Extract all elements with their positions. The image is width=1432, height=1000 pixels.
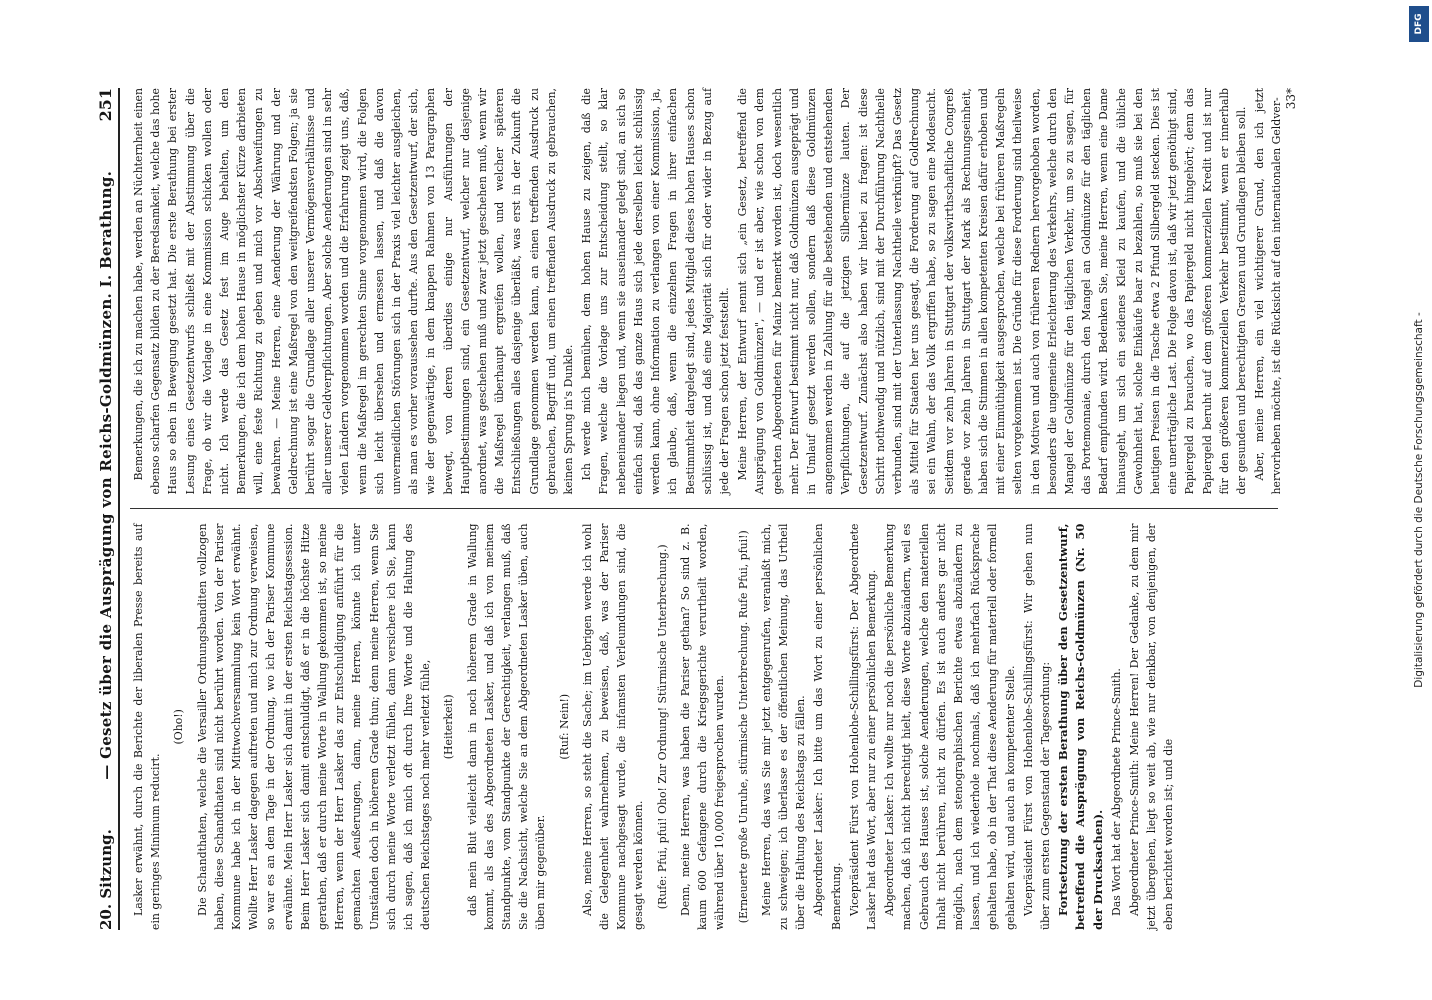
rotated-page [46, 30, 1386, 970]
paragraph: Abgeordneter Lasker: Ich bitte um das Wort zu einer persönlichen Bemerkung. [812, 523, 843, 930]
right-column [130, 88, 1284, 495]
dfg-logo-text: DFG [1414, 13, 1424, 35]
paragraph: Abgeordneter Lasker: Ich wollte nur noch die persönliche Bemerkung machen, daß ich nicht berechtigt hielt, diese Worte abzuändern, weil es Gebrauch des Hauses ist, solche Aenderungen, welche den materiellen Inhalt nicht berühren, nicht zu dürfen. Es ist auch anders gar nicht möglich, nach dem stenographischen Berichte etwas abzuändern zu lassen, und ich wiederhole nochmals, daß ich mehrfach Rücksprache gehalten habe, ob in der That diese Aenderung für materiell oder formell gehalten wird, und auch an kompetenter Stelle. [883, 523, 1017, 930]
paragraph: Meine Herren, das was Sie mir jetzt entgegenrufen, veranlaßt mich, zu schweigen; ich überlasse es der öffentlichen Meinung, das Urtheil über die Haltung des Reichstags zu fällen. [759, 523, 808, 930]
paragraph: Meine Herren, der Entwurf nennt sich „ein Gesetz, betreffend die Ausprägung von Goldmünzen", — und er ist aber, wie schon von dem geehrten Abgeordneten für Mainz bemerkt worden ist, doch wesentlich mehr. Der Entwurf bestimmt nicht nur, daß Goldmünzen ausgeprägt und in Umlauf gesetzt werden sollen, sondern daß diese Goldmünzen angenommen werden in Zahlung für alle bestehenden und entstehenden Verpflichtungen, die auf die jetzigen Silbermünze lauten. Der Gesetzentwurf. Zunächst also haben wir hierbei zu fragen: ist diese Schritt nothwendig und nützlich, sind mit der Durchführung Nachtheile verbunden, sind mit der Unterlassung Nachtheile verknüpft? Das Gesetz als Mittel für Staaten her uns gesagt, die Forderung auf Goldrechnung sei ein Wahn, der das Volk ergriffen habe, so zu sagen eine Modesucht. Seitdem vor zehn Jahren in Stuttgart der volkswirthschaftliche Congreß gerade vor zehn Jahren in Stuttgart der Mark als Rechnungseinheit, haben sich die Stimmen in allen kompetenten Kreisen dafür erhoben und mit einer Einmüthigkeit ausgesprochen, welche bei früheren Maßregeln selten vorgekommen ist. Die Gründe für diese Forderung sind theilweise in den Motiven und auch von früheren Rednern hervorgehoben worden, besonders die ungemeine Erleichterung des Verkehrs, welche durch den Mangel der Goldmünze für den täglichen Verkehr, um so zu sagen, für das Portemonnaie, durch den Mangel an Goldmünze für den täglichen Bedarf empfunden wird. Bedenken Sie, meine Herren, wenn eine Dame hinausgeht, um sich ein seidenes Kleid zu kaufen, und die übliche Gewohnheit hat, solche Einkäufe baar zu bezahlen, so muß sie bei den heutigen Preisen in die Tasche etwa 2 Pfund Silbergeld stecken. Dies ist eine unerträgliche Last. Die Folge davon ist, daß wir jetzt genöthigt sind, Papiergeld zu brauchen, wo das Papiergeld nicht hingehört; denn das Papiergeld beruht auf dem größeren kommerziellen Kredit und ist nur für den größeren kommerziellen Verkehr bestimmt, wenn er innerhalb der gesunden und berechtigten Grenzen und Grundlagen bleiben soll. [736, 88, 1248, 495]
paragraph: Das Wort hat der Abgeordnete Prince-Smith. [1109, 668, 1123, 916]
interjection: (Oho!) [172, 709, 186, 745]
paragraph: Bemerkungen, die ich zu machen habe, werden an Nüchternheit einen ebenso scharfen Gegensatz bilden zu der Beredsamkeit, welche das hohe Haus so eben in Bewegung gesetzt hat. Die erste Berathung bei erster Lesung eines Gesetzentwurfs schließt mit der Abstimmung über die Frage, ob wir die Vorlage in eine Kommission schicken wollen oder nicht. Ich werde das Gesetz fest im Auge behalten, um den Bemerkungen, die ich dem hohen Hause in möglichster Kürze darbieten will, eine feste Richtung zu geben und mich vor Abschweifungen zu bewahren. — Meine Herren, eine Aenderung der Währung und der Geldrechnung ist eine Maßregel von den weitgreifendsten Folgen; ja sie berührt sogar die Grundlage aller unserer Vermögensverhältnisse und aller unserer Geldverpflichtungen. Aber solche Aenderungen sind in sehr vielen Ländern vorgenommen worden und die Erfahrung zeigt uns, daß, wenn die Maßregel im gerechten Sinne vorgenommen wird, die Folgen sich leicht übersehen und ermessen lassen, und daß die davon unvermeidlichen Störungen sich in der Praxis viel leichter ausgleichen, als man es vorher voraussehen durfte. Aus den Gesetzentwurf, der sich, wie der gegenwärtige, in dem knappen Rahmen von 13 Paragraphen bewegt, von deren überdies einige nur Ausführungen der Hauptbestimmungen sind, ein Gesetzentwurf, welcher nur dasjenige anordnet, was geschehen muß und zwar jetzt geschehen muß, wenn wir die Maßregel überhaupt ergreifen wollen, und welcher späteren Entschließungen alles dasjenige überläßt, was erst in der Zukunft die Grundlage genommen werden kann, an einen treffenden Ausdruck zu gebrauchen, Begriff und, um einen treffenden Ausdruck zu gebrauchen, keinen Sprung in's Dunkle. [132, 88, 576, 495]
interjection: (Rufe: Pfui, pfui! Oho! Zur Ordnung! Stürmische Unterbrechung.) [655, 544, 669, 910]
agenda-heading: Fortsetzung der ersten Berathung über den Gesetzentwurf, betreffend die Ausprägung von Reichs-Goldmünzen (Nr. 50 der Drucksachen). [1056, 523, 1105, 930]
left-column [130, 524, 1278, 931]
running-header [96, 88, 120, 930]
paragraph: Abgeordneter Prince-Smith: Meine Herren! Der Gedanke, zu dem mir jetzt übergehen, liegt so weit ab, wie nur denkbar, von denjenigen, der eben berichtet worden ist; und die [1127, 523, 1176, 930]
margin-strip [1406, 0, 1432, 1000]
paragraph: Ich werde mich bemühen, dem hohen Hause zu zeigen, daß die Fragen, welche die Vorlage uns zur Entscheidung stellt, so klar nebeneinander liegen und, wenn sie auseinander gelegt sind, an sich so einfach sind, daß das ganze Haus sich jede derselben leicht schlüssig werden kann, ohne Information zu verlangen von einer Kommission, ja, ich glaube, daß, wenn die einzelnen Fragen in ihrer einfachen Bestimmtheit dargelegt sind, jedes Mitglied dieses hohen Hauses schon schlüssig ist, und daß eine Majorität sich für oder wider in Bezug auf jede der Fragen schon jetzt feststellt. [580, 88, 731, 495]
paragraph: Denn, meine Herren, was haben die Pariser gethan? So sind z. B. kaum 600 Gefangene durch die Kriegsgerichte verurtheilt worden, während über 10,000 freigesprochen wurden. [678, 523, 727, 930]
header-title: — Gesetz über die Ausprägung von Reichs-Goldmünzen. I. Berathung. [97, 170, 115, 780]
interjection: (Ruf: Nein!) [557, 693, 571, 760]
column-divider [130, 509, 1278, 510]
document-page [96, 88, 1298, 930]
digitization-note: Digitalisierung gefördert durch die Deutsche Forschungsgemeinschaft - [1413, 312, 1425, 688]
text-columns [130, 88, 1284, 930]
paragraph: Aber, meine Herren, ein viel wichtigerer Grund, den ich jetzt hervorheben möchte, ist die Rücksicht auf den internationalen Geldver- [1253, 88, 1284, 495]
interjection: (Heiterkeit) [442, 694, 456, 760]
dfg-logo [1409, 6, 1429, 42]
paragraph: Vicepräsident Fürst von Hohenlohe-Schillingsfürst: Wir gehen nun über zum ersten Gegenstand der Tagesordnung: [1021, 523, 1052, 930]
page-number: 251 [96, 88, 115, 122]
paragraph: Die Schandthaten, welche die Versailler Ordnungsbanditen vollzogen haben, diese Schandthaten sind nicht berührt worden. Von der Pariser Kommune habe ich in der Mittwochversammlung kein Wort erwähnt. Wollte Herr Lasker dagegen auftreten und mich zur Ordnung verweisen, so war es an dem Tage in der Ordnung, wo ich der Pariser Kommune erwähnte. Mein Herr Lasker sich damit in der ersten Reichstagssession. Beim Herr Lasker sich damit entschuldigt, daß er in die höchste Hitze gerathen, daß er durch meine Worte in Wallung gekommen ist, so meine Herren, wenn der Herr Lasker das zur Entschuldigung anführt für die gemachten Aeußerungen, dann, meine Herren, könnte ich unter Umständen doch in höherem Grade thun; denn meine Herren, wenn Sie sich durch meine Worte verletzt fühlen, dann versichere ich Sie, kann ich sagen, daß ich mich oft durch Ihre Worte und die Haltung des deutschen Reichstages noch mehr verletzt fühle, [195, 523, 433, 930]
paragraph: Vicepräsident Fürst von Hohenlohe-Schillingsfürst: Der Abgeordnete Lasker hat das Wort, aber nur zu einer persönlichen Bemerkung. [847, 523, 878, 930]
paragraph: daß mein Blut vielleicht dann in noch höherem Grade in Wallung kommt, als das des Abgeordneten Lasker, und daß ich von meinem Standpunkte, vom Standpunkte der Gerechtigkeit, verlangen muß, daß Sie die Nachsicht, welche Sie an dem Abgeordneten Lasker üben, auch üben mir gegenüber. [465, 523, 548, 930]
interjection: (Erneuerte große Unruhe, stürmische Unterbrechung. Rufe Pfui, pfui!) [736, 530, 750, 924]
paragraph: Also, meine Herren, so steht die Sache; im Uebrigen werde ich wohl die Gelegenheit wahrnehmen, zu beweisen, daß, was der Pariser Kommune nachgesagt wurde, die infamsten Verleumdungen sind, die gesagt werden können. [580, 523, 646, 930]
paragraph: Lasker erwähnt, durch die Berichte der liberalen Presse bereits auf ein geringes Minimum reducirt. [132, 523, 163, 930]
session-label: 20. Sitzung. [97, 829, 115, 930]
signature-mark: 33* [1284, 88, 1298, 110]
